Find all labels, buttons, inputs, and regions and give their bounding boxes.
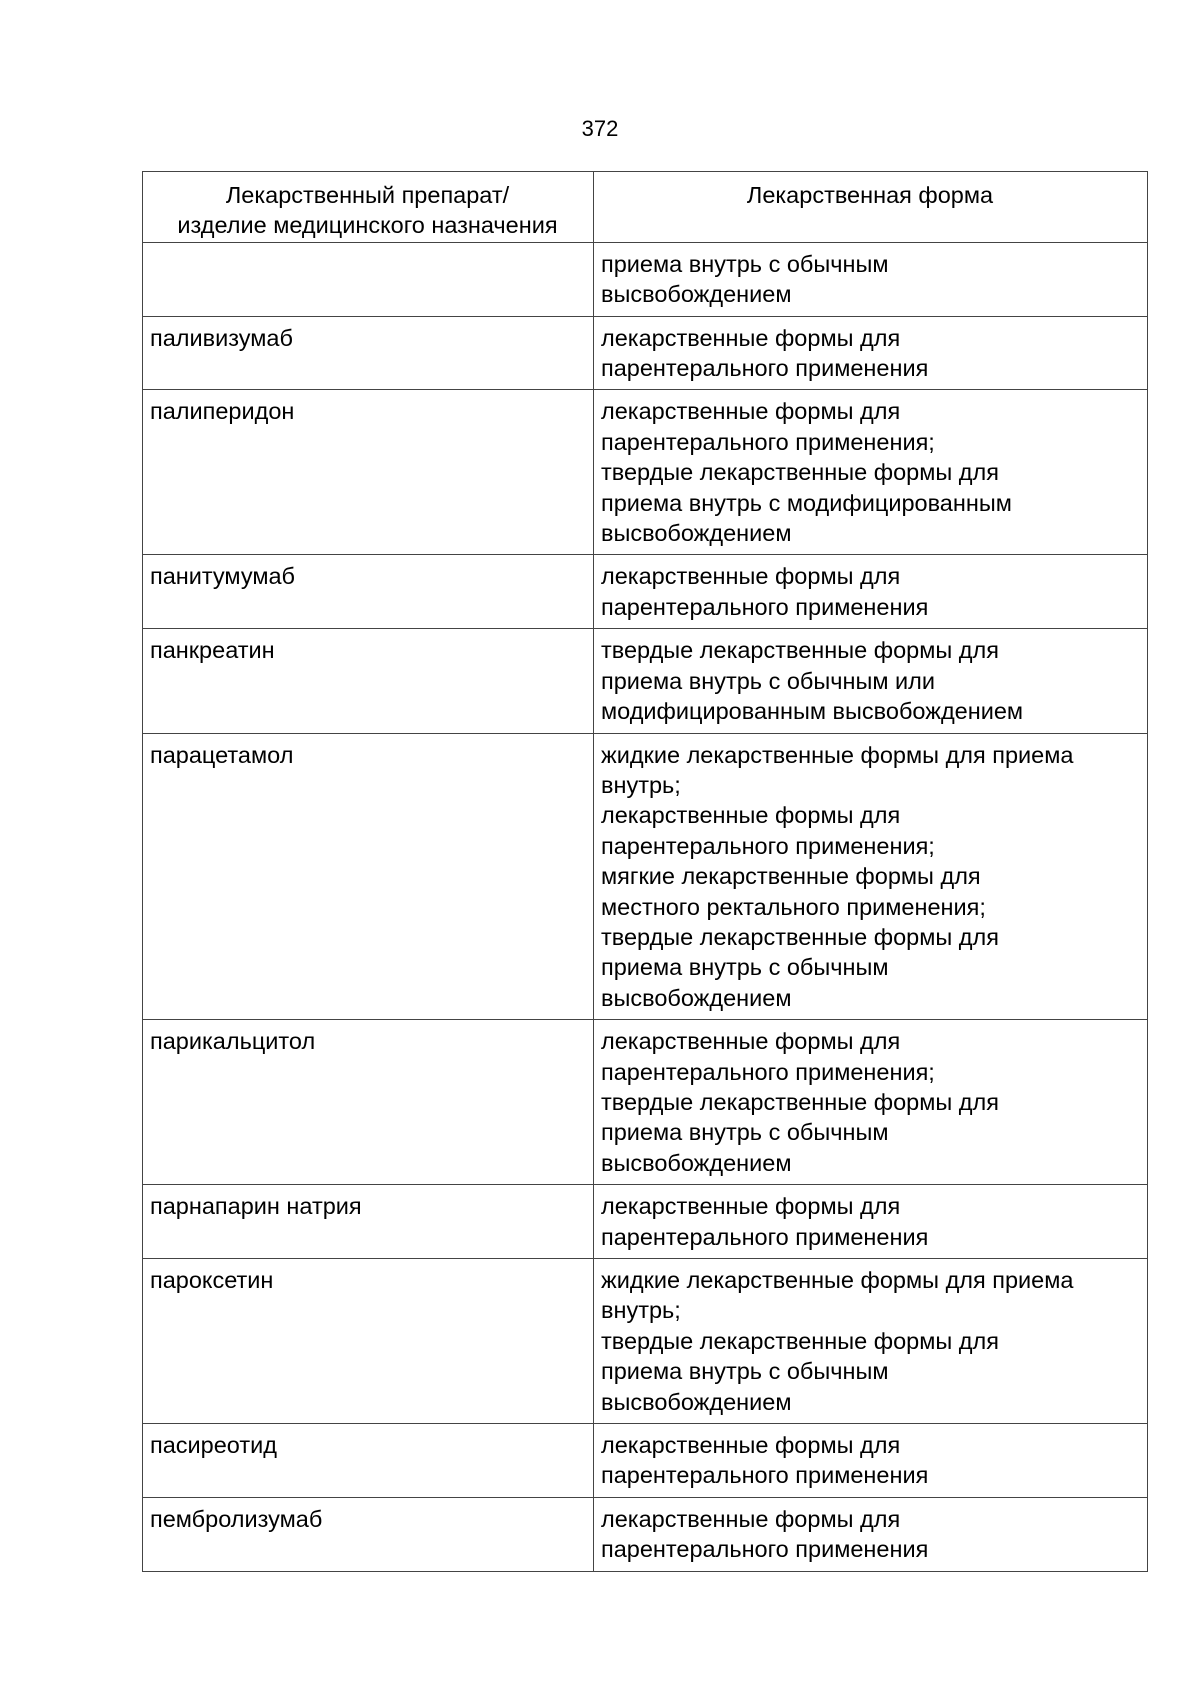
- drug-name-cell: пасиреотид: [143, 1424, 594, 1498]
- table-row: [143, 1424, 1148, 1498]
- dosage-form-cell: лекарственные формы для парентерального применения: [594, 1424, 1148, 1498]
- page-number: 372: [581, 116, 619, 141]
- dosage-form-cell: лекарственные формы для парентерального применения; твердые лекарственные формы для приема внутрь с модифицированным высвобождением: [594, 390, 1148, 555]
- header-drug: Лекарственный препарат/ изделие медицинского назначения: [143, 172, 594, 243]
- table-row: [143, 733, 1148, 1020]
- dosage-form-cell: лекарственные формы для парентерального применения: [594, 1185, 1148, 1259]
- drug-name-cell: [143, 242, 594, 316]
- drug-name-cell: парацетамол: [143, 733, 594, 1020]
- table-row: [143, 242, 1148, 316]
- drug-name-cell: панкреатин: [143, 629, 594, 733]
- drug-name-cell: пембролизумаб: [143, 1497, 594, 1571]
- header-form: Лекарственная форма: [594, 172, 1148, 243]
- table-row: [143, 1185, 1148, 1259]
- table-row: [143, 1020, 1148, 1185]
- table-row: [143, 316, 1148, 390]
- table-row: [143, 1497, 1148, 1571]
- drug-name-cell: паливизумаб: [143, 316, 594, 390]
- dosage-form-cell: твердые лекарственные формы для приема внутрь с обычным или модифицированным высвобождением: [594, 629, 1148, 733]
- drug-name-cell: парнапарин натрия: [143, 1185, 594, 1259]
- dosage-form-cell: лекарственные формы для парентерального применения: [594, 555, 1148, 629]
- drug-name-cell: панитумумаб: [143, 555, 594, 629]
- dosage-form-cell: лекарственные формы для парентерального применения: [594, 1497, 1148, 1571]
- dosage-form-cell: лекарственные формы для парентерального применения: [594, 316, 1148, 390]
- table-row: [143, 390, 1148, 555]
- table-row: [143, 629, 1148, 733]
- table-row: [143, 1259, 1148, 1424]
- drug-forms-table: [142, 171, 1148, 1572]
- drug-name-cell: парикальцитол: [143, 1020, 594, 1185]
- dosage-form-cell: жидкие лекарственные формы для приема внутрь; твердые лекарственные формы для приема внутрь с обычным высвобождением: [594, 1259, 1148, 1424]
- dosage-form-cell: приема внутрь с обычным высвобождением: [594, 242, 1148, 316]
- dosage-form-cell: жидкие лекарственные формы для приема внутрь; лекарственные формы для парентерального применения; мягкие лекарственные формы для местного ректального применения; твердые лекарственные формы для приема внутрь с обычным высвобождением: [594, 733, 1148, 1020]
- dosage-form-cell: лекарственные формы для парентерального применения; твердые лекарственные формы для приема внутрь с обычным высвобождением: [594, 1020, 1148, 1185]
- table-header-row: [143, 172, 1148, 243]
- drug-name-cell: пароксетин: [143, 1259, 594, 1424]
- drug-name-cell: палиперидон: [143, 390, 594, 555]
- table-row: [143, 555, 1148, 629]
